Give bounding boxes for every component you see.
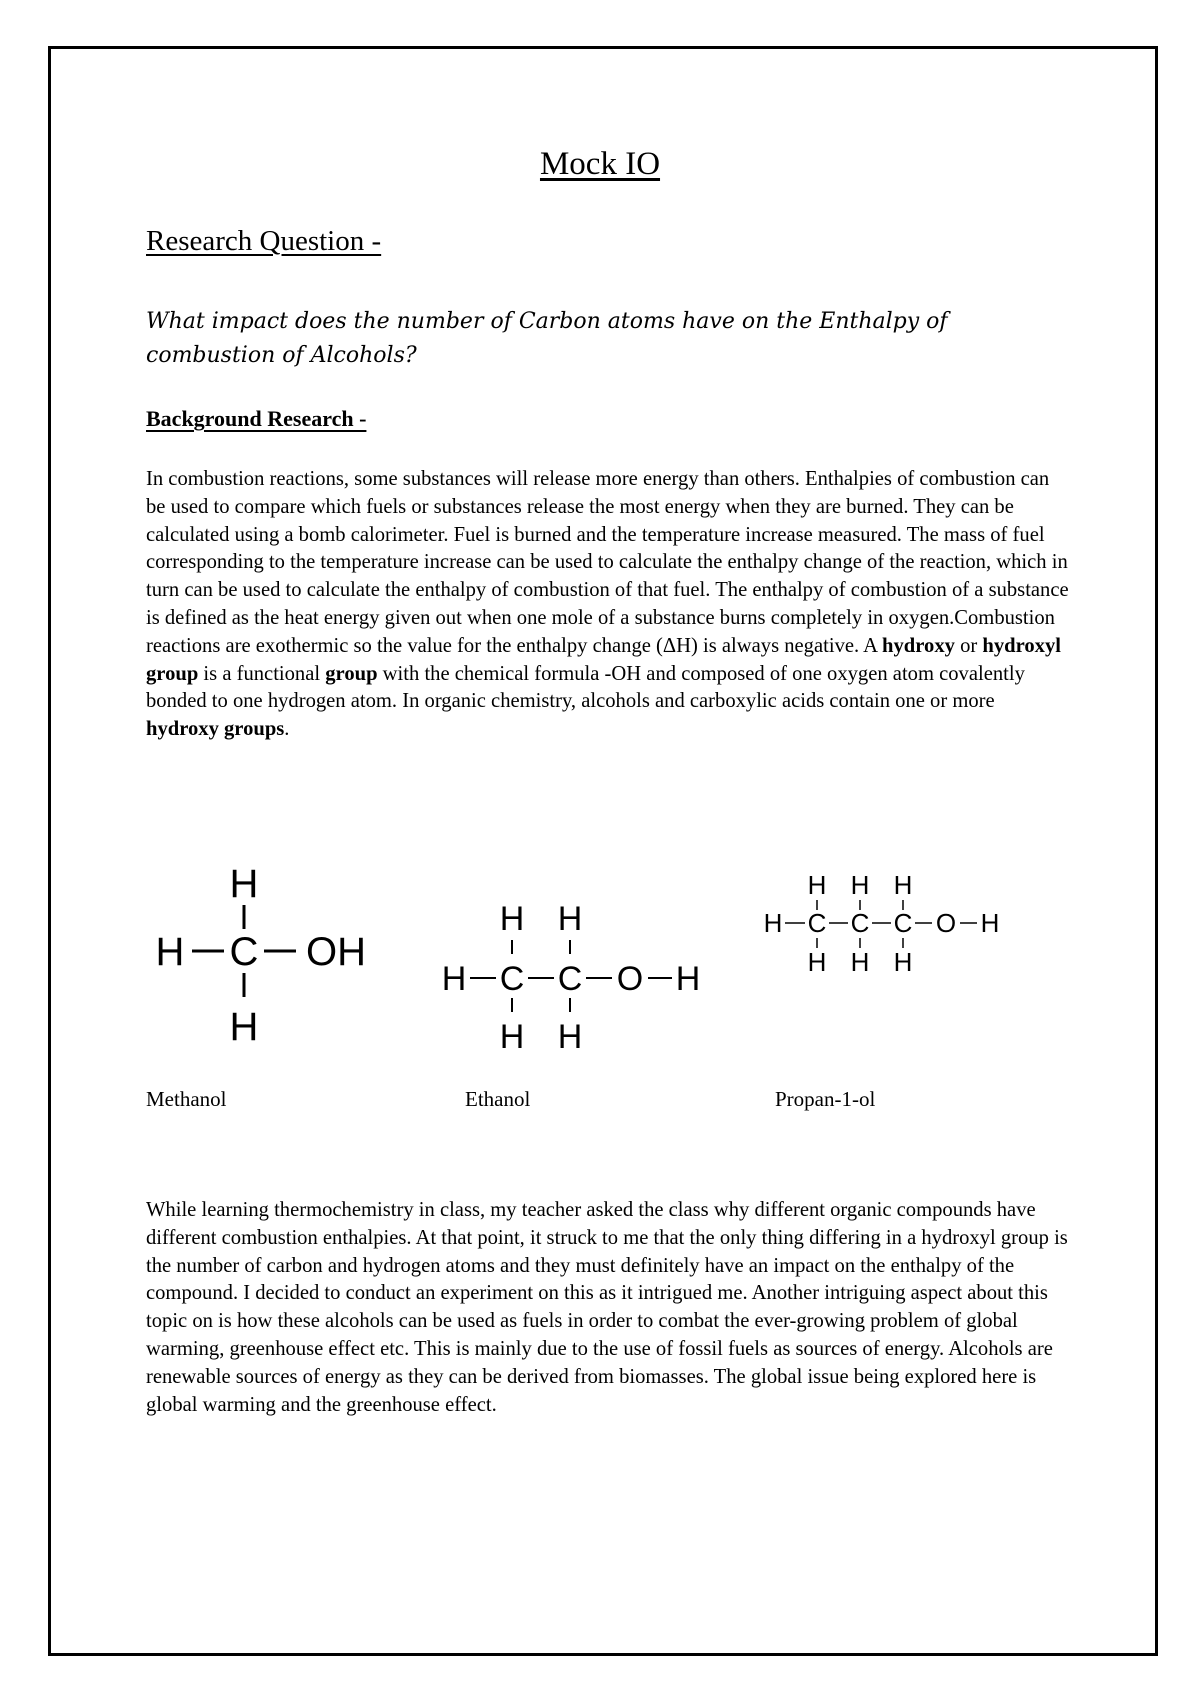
ethanol-atom-h-bottom2: H — [557, 1018, 583, 1056]
document-title: Mock IO — [539, 146, 661, 182]
para1-text-4: with the chemical formula -OH and composed of one oxygen atom covalently bonded to one hydrogen atom. In organic chemistry, alcohols and carboxylic acids contain one or more — [146, 662, 1025, 713]
ethanol-atom-c1: C — [499, 960, 525, 998]
propanol-atom-o: O — [935, 908, 957, 938]
propanol-label: Propan-1-ol — [775, 1087, 876, 1111]
para1-bold-group: group — [325, 662, 378, 685]
propanol-atom-h-bottom3: H — [893, 947, 913, 977]
methanol-label: Methanol — [146, 1087, 227, 1111]
ethanol-atom-h-top1: H — [499, 900, 525, 938]
para1-bold-hydroxy: hydroxy — [882, 634, 955, 657]
para1-bold-hydroxyl-group: hydroxyl group — [146, 634, 1061, 685]
methanol-atom-h-left: H — [155, 930, 185, 974]
methanol-atom-c: C — [229, 930, 259, 974]
background-research-heading: Background Research - — [146, 406, 367, 431]
ethanol-label: Ethanol — [465, 1087, 531, 1111]
motivation-paragraph: While learning thermochemistry in class, my teacher asked the class why different organic compounds have different combustion enthalpies. At that point, it struck to me that the only thing differing in a hydroxyl group is the number of carbon and hydrogen atoms and they must definitely have an impact on the enthalpy of the compound. I decided to conduct an experiment on this as it intrigued me. Another intriguing aspect about this topic on is how these alcohols can be used as fuels in order to combat the ever-growing problem of global warming, greenhouse effect etc. This is mainly due to the use of fossil fuels as sources of energy. Alcohols are renewable sources of energy as they can be derived from biomasses. The global issue being explored here is global warming and the greenhouse effect. — [146, 1199, 1068, 1416]
ethanol-atom-h-top2: H — [557, 900, 583, 938]
propanol-atom-c2: C — [850, 908, 870, 938]
methanol-atom-h-bottom: H — [229, 1005, 259, 1049]
ethanol-structure — [440, 900, 700, 1060]
propanol-structure — [760, 870, 1010, 990]
para1-bold-hydroxy-groups: hydroxy groups — [146, 718, 285, 741]
propanol-atom-h-left: H — [763, 908, 783, 938]
ethanol-atom-o: O — [616, 960, 644, 998]
para1-text-5: . — [284, 718, 290, 741]
research-question-text: What impact does the number of Carbon atoms have on the Enthalpy of combustion of Alcohols? — [146, 309, 948, 368]
propanol-atom-c3: C — [893, 908, 913, 938]
ethanol-atom-h-right: H — [675, 960, 700, 998]
methanol-structure — [146, 855, 376, 1055]
methanol-atom-h-top: H — [229, 862, 259, 906]
methanol-atom-oh: OH — [306, 930, 366, 974]
background-paragraph — [146, 466, 1071, 744]
para1-text-1: In combustion reactions, some substances will release more energy than others. Enthalpies of combustion can be used to compare which fuels or substances release the most energy when they are burned. They can be calculated using a bomb calorimeter. Fuel is burned and the temperature increase measured. The mass of fuel corresponding to the temperature increase can be used to calculate the enthalpy change of the reaction, which in turn can be used to calculate the enthalpy of combustion of that fuel. The enthalpy of combustion of a substance is defined as the heat energy given out when one mole of a substance burns completely in oxygen.Combustion reactions are exothermic so the value for the enthalpy change (ΔH) is always negative. A — [146, 468, 1069, 657]
propanol-atom-h-right: H — [980, 908, 1000, 938]
propanol-atom-h-top2: H — [850, 870, 870, 900]
para1-text-2: or — [954, 634, 983, 657]
propanol-atom-c1: C — [807, 908, 827, 938]
propanol-atom-h-bottom1: H — [807, 947, 827, 977]
ethanol-atom-c2: C — [557, 960, 583, 998]
propanol-atom-h-bottom2: H — [850, 947, 870, 977]
para1-text-3: is a functional — [198, 662, 326, 685]
research-question-heading: Research Question - — [146, 225, 382, 257]
ethanol-atom-h-left: H — [441, 960, 467, 998]
propanol-atom-h-top3: H — [893, 870, 913, 900]
ethanol-atom-h-bottom1: H — [499, 1018, 525, 1056]
propanol-atom-h-top1: H — [807, 870, 827, 900]
